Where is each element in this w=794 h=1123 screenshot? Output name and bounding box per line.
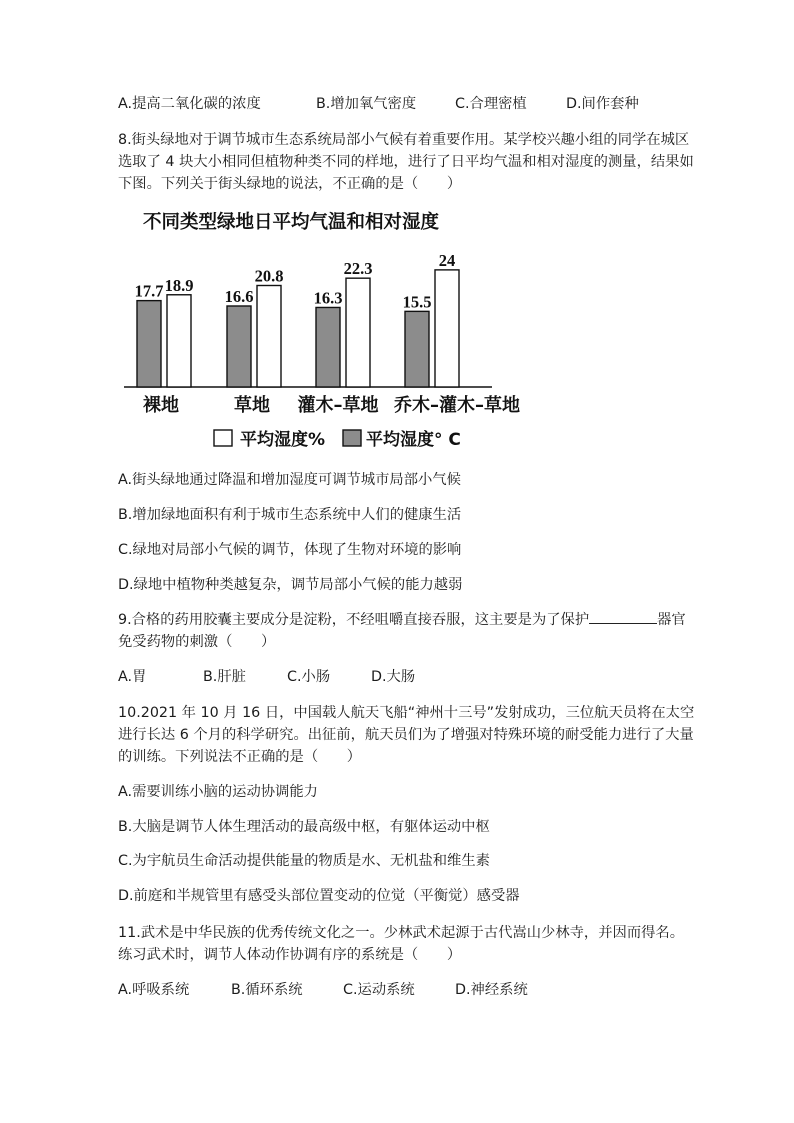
bar	[346, 278, 370, 387]
q9-stem-before-blank: 9.合格的药用胶囊主要成分是淀粉，不经咀嚼直接吞服，这主要是为了保护	[118, 612, 590, 628]
q8-option-d: D.绿地中植物种类越复杂，调节局部小气候的能力越弱	[118, 577, 463, 593]
legend-swatch	[214, 430, 232, 446]
answer-blank	[589, 609, 657, 624]
data-label: 15.5	[402, 292, 432, 312]
data-label: 18.9	[164, 275, 194, 295]
q8-option-a: A.街头绿地通过降温和增加湿度可调节城市局部小气候	[118, 472, 461, 488]
legend-label: 平均湿度° C	[366, 430, 461, 450]
chart-title: 不同类型绿地日平均气温和相对湿度	[143, 212, 440, 233]
category-label: 草地	[234, 395, 270, 416]
category-label: 灌木–草地	[297, 395, 379, 416]
q8-option-c: C.绿地对局部小气候的调节，体现了生物对环境的影响	[118, 542, 462, 558]
category-label: 乔木–灌木–草地	[394, 395, 520, 416]
q9-stem-line-2: 免受药物的刺激（ ）	[118, 634, 276, 650]
q8-stem-line-1: 8.街头绿地对于调节城市生态系统局部小气候有着重要作用。某学校兴趣小组的同学在城区	[118, 132, 690, 148]
q10-option-a: A.需要训练小脑的运动协调能力	[118, 784, 318, 800]
q9-stem-after-blank: 器官	[657, 612, 686, 628]
data-label: 16.6	[224, 286, 254, 306]
bar	[227, 306, 251, 387]
q9-stem-line-1	[118, 609, 686, 631]
q10-stem-line-2: 进行长达 6 个月的科学研究。出征前，航天员们为了增强对特殊环境的耐受能力进行了大量	[118, 727, 694, 743]
q10-stem-line-3: 的训练。下列说法不正确的是（ ）	[118, 749, 362, 765]
q7-option-c: C.合理密植	[455, 96, 527, 112]
q7-option-a: A.提高二氧化碳的浓度	[118, 96, 261, 112]
q9-option-a: A.胃	[118, 669, 147, 685]
data-label: 20.8	[254, 266, 284, 286]
bar-chart	[0, 240, 794, 460]
q10-stem-line-1: 10.2021 年 10 月 16 日，中国载人航天飞船“神州十三号”发射成功，三位航天员将在太空	[118, 705, 695, 721]
q7-option-d: D.间作套种	[566, 96, 639, 112]
q10-option-b: B.大脑是调节人体生理活动的最高级中枢，有躯体运动中枢	[118, 819, 490, 835]
bar	[435, 270, 459, 387]
q8-stem-line-3: 下图。下列关于街头绿地的说法，不正确的是（ ）	[118, 176, 462, 192]
q9-option-c: C.小肠	[287, 669, 331, 685]
data-label: 16.3	[313, 288, 343, 308]
q8-stem-line-2: 选取了 4 块大小相同但植物种类不同的样地，进行了日平均气温和相对湿度的测量，结果如	[118, 154, 694, 170]
category-label: 裸地	[143, 395, 179, 416]
q11-option-b: B.循环系统	[231, 982, 303, 998]
q10-option-d: D.前庭和半规管里有感受头部位置变动的位觉（平衡觉）感受器	[118, 888, 520, 904]
q10-option-c: C.为宇航员生命活动提供能量的物质是水、无机盐和维生素	[118, 853, 490, 869]
bar	[167, 295, 191, 387]
q11-stem-line-1: 11.武术是中华民族的优秀传统文化之一。少林武术起源于古代嵩山少林寺，并因而得名。	[118, 925, 685, 941]
q8-option-b: B.增加绿地面积有利于城市生态系统中人们的健康生活	[118, 507, 462, 523]
data-label: 22.3	[343, 259, 373, 279]
bar	[405, 311, 429, 387]
legend-swatch	[343, 430, 361, 446]
q11-stem-line-2: 练习武术时，调节人体动作协调有序的系统是（ ）	[118, 947, 462, 963]
q9-option-b: B.肝脏	[203, 669, 246, 685]
data-label: 24	[438, 250, 456, 270]
bar	[137, 301, 161, 387]
q11-option-d: D.神经系统	[455, 982, 528, 998]
legend-label: 平均湿度%	[240, 430, 326, 450]
q7-option-b: B.增加氧气密度	[316, 96, 417, 112]
bar	[316, 307, 340, 387]
q11-option-c: C.运动系统	[343, 982, 415, 998]
q9-option-d: D.大肠	[371, 669, 416, 685]
bar	[257, 285, 281, 387]
data-label: 17.7	[134, 281, 164, 301]
q11-option-a: A.呼吸系统	[118, 982, 190, 998]
